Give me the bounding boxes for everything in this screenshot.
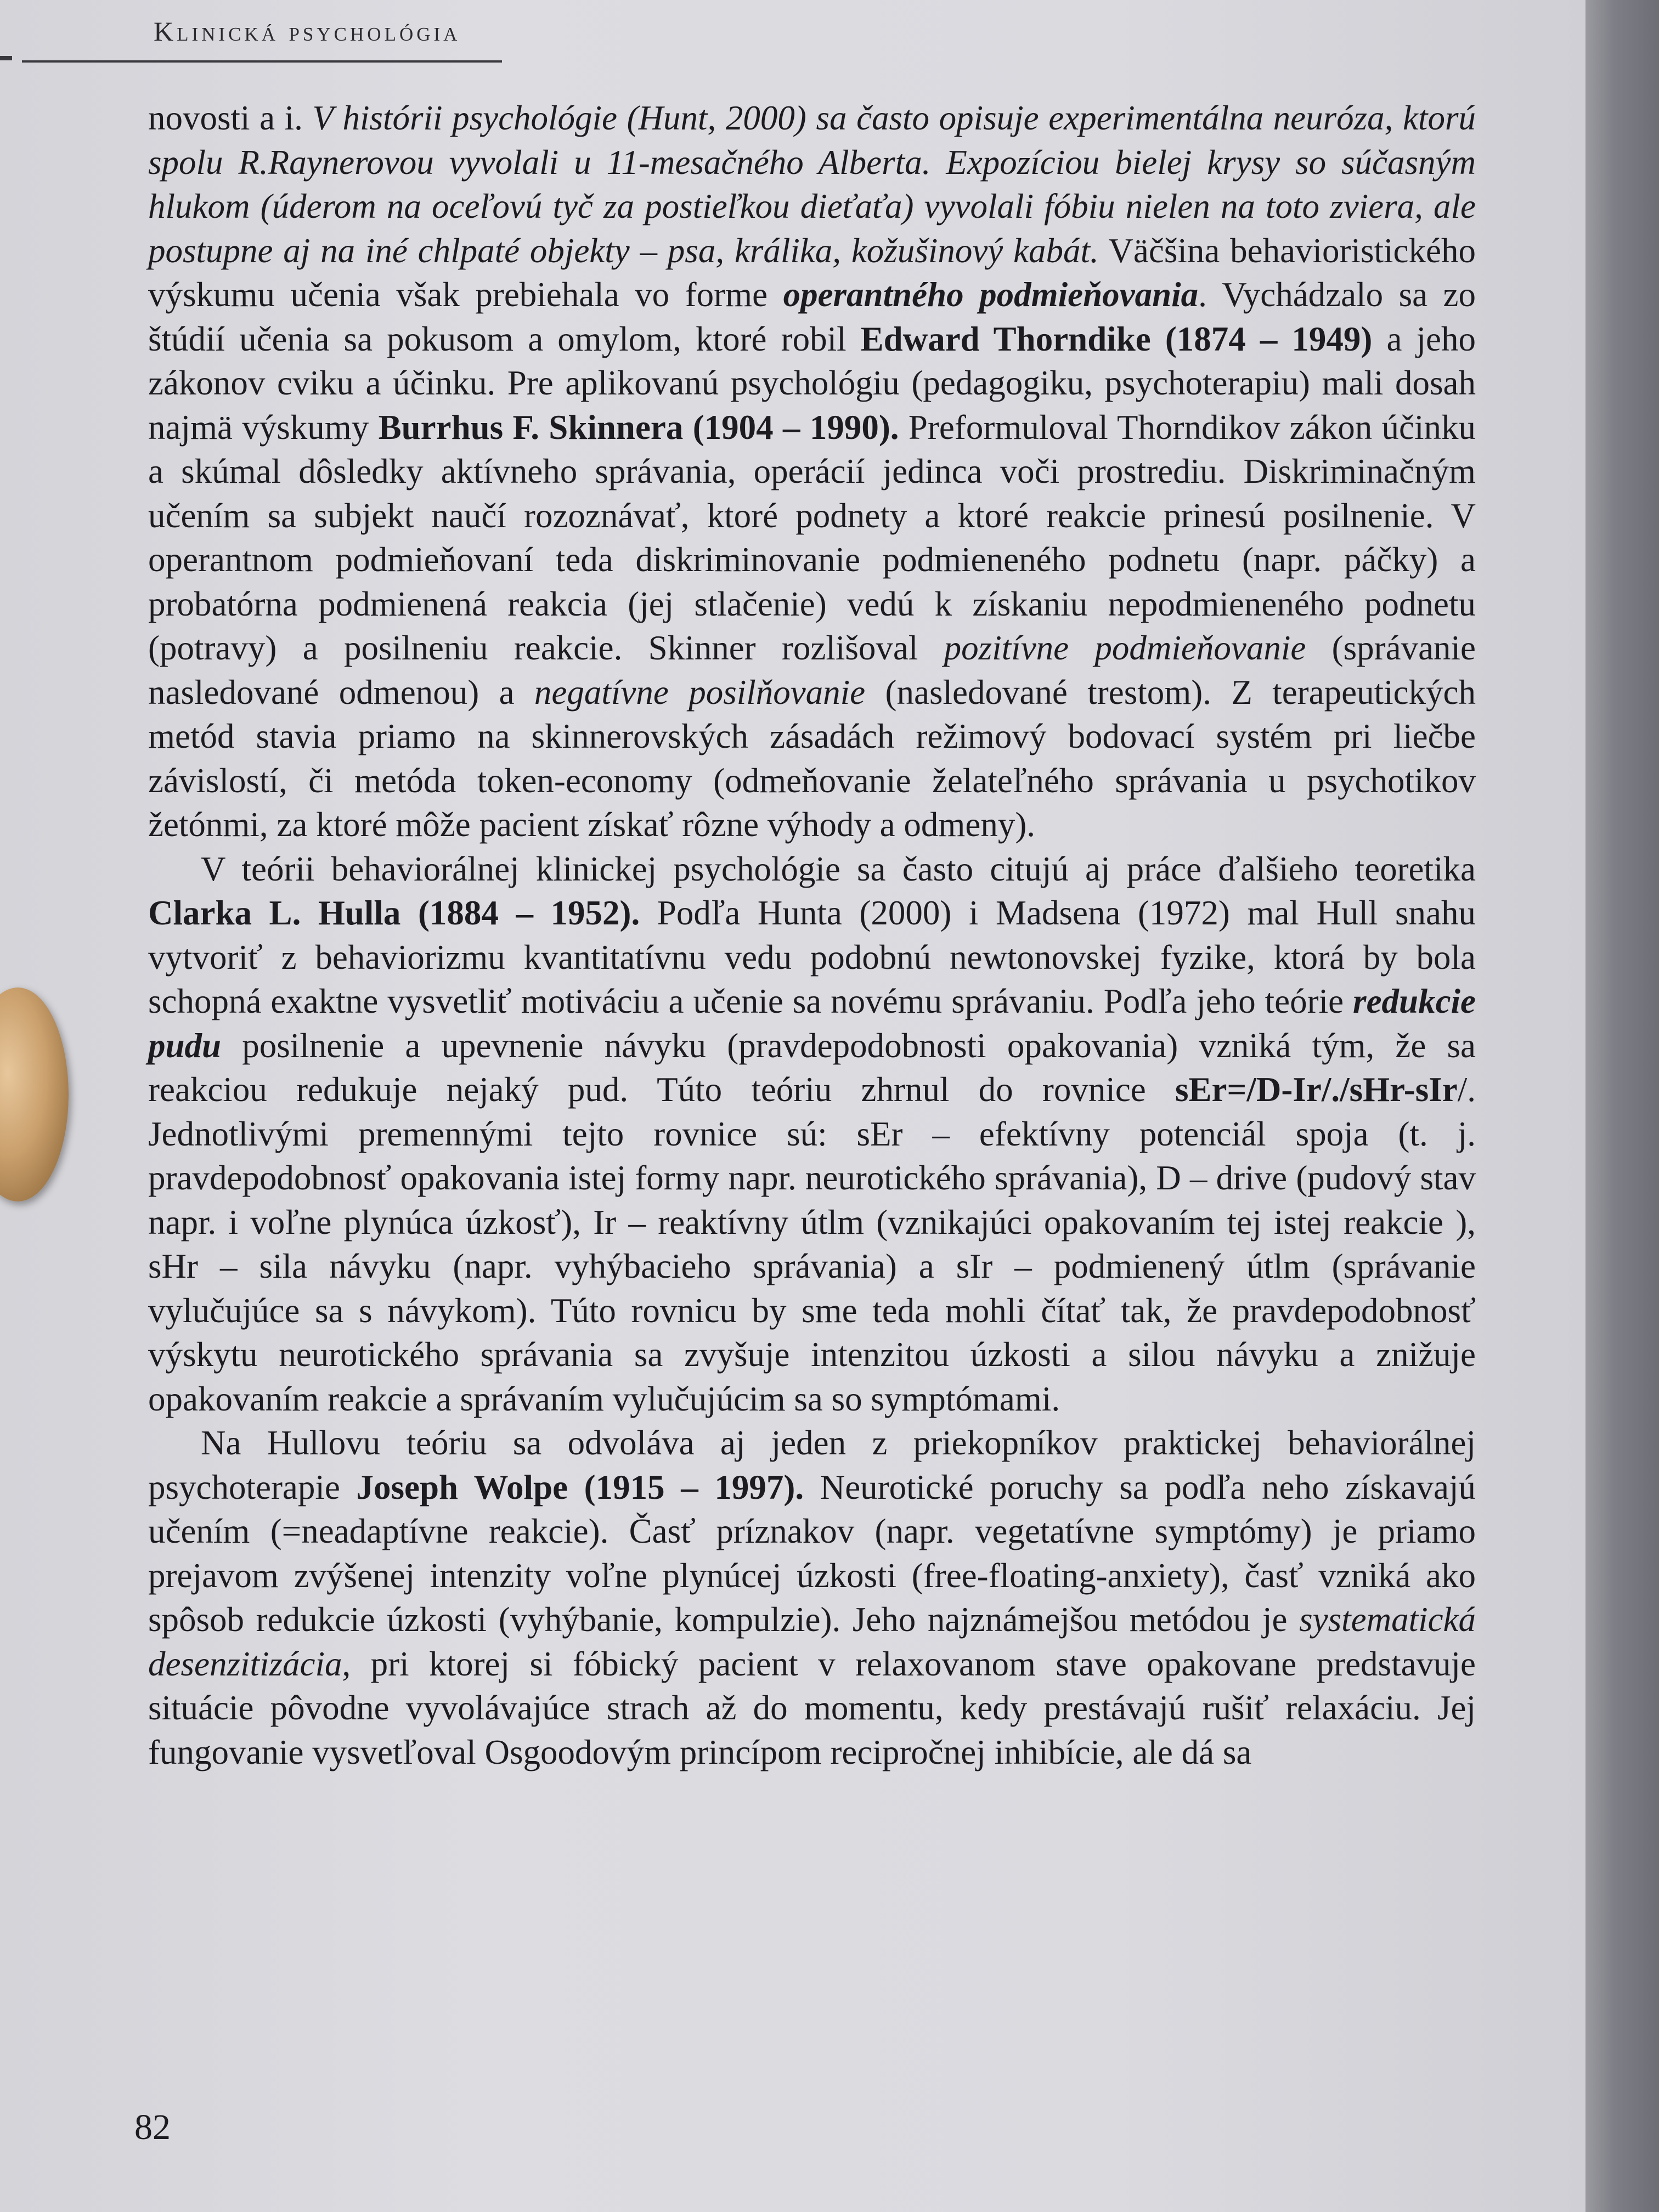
paragraph-1 <box>148 96 1476 847</box>
body-text <box>148 96 1476 1774</box>
text-run: posilnenie a upevnenie návyku (pravdepodobnosti opakovania) vzniká tým, že sa reakciou redukuje nejaký pud. Túto teóriu zhrnul do rovnice <box>148 1026 1476 1109</box>
text-run: , pri ktorej si fóbický pacient v relaxovanom stave opakovane predstavuje situácie pôvodne vyvolávajúce strach až do momentu, kedy prestávajú rušiť relaxáciu. Jej fungovanie vysvetľoval Osgoodovým princípom recipročnej inhibície, ale dá sa <box>148 1644 1476 1771</box>
text-run: systematická desenzitizácia <box>148 1600 1476 1683</box>
text-run: Podľa Hunta (2000) i Madsena (1972) mal Hull snahu vytvoriť z behaviorizmu kvantitatívnu vedu podobnú newtonovskej fyzike, ktorá by bola schopná exaktne vysvetliť motiváciu a učenie sa novému správaniu. Podľa jeho teórie <box>148 894 1476 1020</box>
text-run: Neurotické poruchy sa podľa neho získavajú učením (=neadaptívne reakcie). Časť príznakov (napr. vegetatívne symptómy) je priamo prejavom zvýšenej intenzity voľne plynúcej úzkosti (free-floating-anxiety), časť vzniká ako spôsob redukcie úzkosti (vyhýbanie, kompulzie). Jeho najznámejšou metódou je <box>148 1468 1476 1639</box>
text-run: Clarka L. Hulla (1884 – 1952). <box>148 894 640 932</box>
text-run: /. Jednotlivými premennými tejto rovnice sú: sEr – efektívny potenciál spoja (t. j. pravdepodobnosť opakovania istej formy napr. neurotického správania), D – drive (pudový stav napr. i voľne plynúca úzkosť), Ir – reaktívny útlm (vznikajúci opakovaním tej istej reakcie ), sHr – sila návyku (napr. vyhýbacieho správania) a sIr – podmienený útlm (správanie vylučujúce sa s návykom). Túto rovnicu by sme teda mohli čítať tak, že pravdepodobnosť výskytu neurotického správania sa zvyšuje intenzitou úzkosti a silou návyku a znižuje opakovaním reakcie a správaním vylučujúcim sa so symptómami. <box>148 1070 1476 1418</box>
text-run: negatívne posilňovanie <box>534 673 866 712</box>
page-corner-mark <box>0 56 12 60</box>
text-run: Na Hullovu teóriu sa odvoláva aj jeden z priekopníkov praktickej behaviorálnej psychoterapie <box>148 1424 1476 1506</box>
paragraph-2 <box>148 847 1476 1421</box>
text-run: Preformuloval Thorndikov zákon účinku a skúmal dôsledky aktívneho správania, operácií jedinca voči prostrediu. Diskriminačným učením sa subjekt naučí rozoznávať, ktoré podnety a ktoré reakcie prinesú posilnenie. V operantnom podmieňovaní teda diskriminovanie podmieneného podnetu (napr. páčky) a probatórna podmienená reakcia (jej stlačenie) vedú k získaniu nepodmieneného podnetu (potravy) a posilneniu reakcie. Skinner rozlišoval <box>148 408 1476 667</box>
text-run: Väčšina behavioristického výskumu učenia však prebiehala vo forme <box>148 231 1476 314</box>
text-run: V histórii psychológie (Hunt, 2000) sa často opisuje experimentálna neuróza, ktorú spolu R.Raynerovou vyvolali u 11-mesačného Alberta. Expozíciou bielej krysy so súčasným hlukom (úderom na oceľovú tyč za postieľkou dieťaťa) vyvolali fóbiu nielen na toto zviera, ale postupne aj na iné chlpaté objekty – psa, králika, kožušinový kabát. <box>148 99 1476 270</box>
text-run: pozitívne podmieňovanie <box>944 629 1306 667</box>
text-run: V teórii behaviorálnej klinickej psychológie sa často citujú aj práce ďalšieho teoretika <box>201 849 1476 888</box>
text-run: Edward Thorndike (1874 – 1949) <box>860 319 1373 358</box>
running-head: Klinická psychológia <box>154 16 461 47</box>
text-run: Burrhus F. Skinnera (1904 – 1990). <box>378 408 899 447</box>
text-run: (správanie nasledované odmenou) a <box>148 629 1476 712</box>
text-run: redukcie pudu <box>148 982 1476 1065</box>
paragraph-3 <box>148 1421 1476 1774</box>
text-run: (nasledované trestom). Z terapeutických metód stavia priamo na skinnerovských zásadách režimový bodovací systém pri liečbe závislostí, či metóda token-economy (odmeňovanie želateľného správania u psychotikov žetónmi, za ktoré môže pacient získať rôzne výhody a odmeny). <box>148 673 1476 844</box>
page-edge-shadow <box>1585 0 1659 2212</box>
text-run: operantného podmieňovania <box>783 275 1199 314</box>
page-number: 82 <box>134 2107 171 2147</box>
header-rule <box>22 60 502 63</box>
text-run: a jeho zákonov cviku a účinku. Pre aplikovanú psychológiu (pedagogiku, psychoterapiu) mali dosah najmä výskumy <box>148 319 1476 447</box>
text-run: sEr=/D-Ir/./sHr-sIr <box>1175 1070 1458 1109</box>
text-run: . Vychádzalo sa zo štúdií učenia sa pokusom a omylom, ktoré robil <box>148 275 1476 358</box>
text-run: novosti a i. <box>148 99 313 137</box>
text-run: Joseph Wolpe (1915 – 1997). <box>356 1468 804 1506</box>
